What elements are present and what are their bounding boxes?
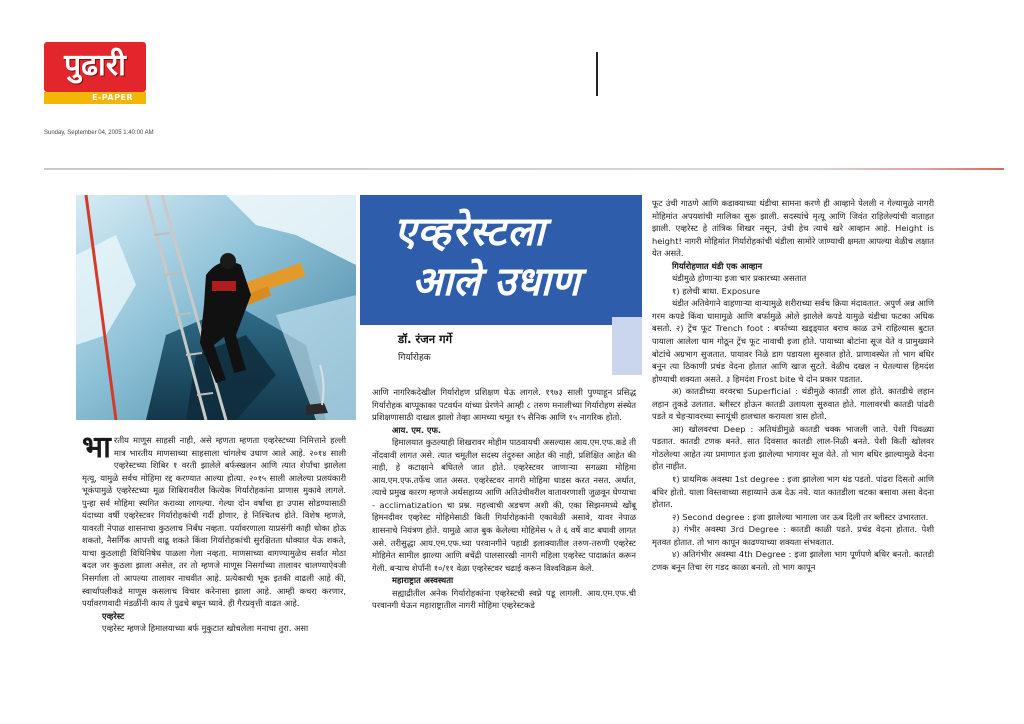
dateline: Sunday, September 04, 2005 1:40:00 AM (44, 130, 154, 136)
article-column-1 (82, 430, 346, 635)
masthead-edition: E-PAPER (92, 93, 134, 102)
subheading: महाराष्ट्रात अस्वस्थता (392, 575, 454, 586)
article-title-banner (360, 195, 642, 375)
masthead-logo[interactable] (44, 42, 146, 104)
article-photo (76, 195, 356, 420)
subheading: आय. एम. एफ. (392, 424, 442, 435)
article-author: डॉ. रंजन गर्गे (398, 332, 453, 346)
header-rule (44, 168, 1004, 170)
subheading: एव्हरेस्ट (102, 610, 125, 621)
subheading: गिर्यारोहणात थंडी एक आव्हान (672, 260, 763, 271)
paragraph: थंडीत अतिवेगाने वाहणाऱ्या वाऱ्यामुळे शरीराच्या सर्वच क्रिया मंदावतात. अपुर्ण अन्न आणि गरम कपडे किंवा घामामुळे आणि बर्फामुळे ओले झालेले कपडे यामुळे थंडीचा फटका अधिक बसतो. २) ट्रेंच फूट Trench foot : बर्फाच्या खड्ड्यात बराच काळ उभे राहिल्यास बुटात पायाला आलेला घाम गोठून ट्रेंच फूट नावाची इजा होते. पायाच्या बोटांना सूज येते व प्रामुख्याने बोटांचे अग्रभाग सुजतात. पायावर निळे डाग पडायला सुरुवात होते. प्राणावस्थेत तो भाग बधिर बनून त्या ठिकाणी प्रचंड वेदना होतात आणि खाज सुटते. वेळीच दखल न घेतल्यास हिमदंश होण्याची शक्यता असते. ३ हिमदंश Frost bite चे दोन प्रकार पडतात. (652, 298, 934, 384)
article-title-line1: एव्हरेस्टला (394, 209, 546, 255)
drop-cap: भा (82, 430, 111, 465)
author-role: गिर्यारोहक (398, 353, 431, 363)
header-divider (596, 52, 598, 96)
paragraph: आणि नागरिकदेखील गिर्यारोहण प्रशिक्षण घेऊ लागले. १९७३ साली पुण्याहून प्रसिद्ध गिर्यारोहक बाप्पूकाका पटवर्धन यांच्या प्रेरणेने आम्ही ८ तरुण मनालीच्या गिर्यारोहण संस्थेत प्रशिक्षणासाठी दाखल झालो तेव्हा आमच्या चमूत १५ सैनिक आणि १५ नागरिक होतो. (372, 387, 636, 423)
paragraph: अ) कातडीच्या वरवरचा Superficial : थंडीमुळे कातडी लाल होते. कातडीचे लहान लहान तुकडे उलतात. ब्लीस्टर होऊन कातडी उलायला सुरुवात होते. गालावरची कातडी पांढरी पडते व चेहऱ्यावरच्या स्नायूंची हालचाल करायला त्रास होतो. (652, 386, 934, 422)
article-title-line2: आले उधाण (412, 259, 580, 305)
paragraph-text: रतीय माणूस साहसी नाही, असे म्हणता म्हणता एव्हरेस्टच्या निमित्ताने हल्ली मात्र भारतीय माणसाच्या साहसाला चांगलेच उधाण आले आहे. २०१४ साली एव्हरेस्टच्या शिबिर १ वरती झालेले बर्फस्खलन आणि त्यात शेर्पांचा झालेला मृत्यू, यामुळे सर्वच मोहिमा रद्द करण्यात आल्या होत्या. २०१५ साली आलेल्या प्रलयंकारी भूकंपामुळे एव्हरेस्टच्या मूळ शिबिरावरील कित्येक गिर्यारोहकांना प्राणास मुकावे लागले. पुन्हा सर्व मोहिमा स्थगित कराव्या लागल्या. गेल्या दोन वर्षांचा हा उपास सोडण्यासाठी यंदाच्या वर्षी एव्हरेस्टवर गिर्यारोहकांची गर्दी होणार, हे निश्चितच होते. विशेष म्हणजे, यावरती नेपाळ शासनाचा कुठलाच निर्बंध नव्हता. पर्यावरणाला याप्रसंगी काही धोका होऊ शकतो, नैसर्गिक आपत्ती वाढू शकते किंवा गिर्यारोहकांची सुरक्षितता धोक्यात येऊ शकते, याचा कुठलाही विधिनिषेध पाळला गेला नव्हता. माणसाच्या वागण्यामुळेच सर्वात मोठा बदल जर कुठला झाला असेल, तर तो म्हणजे माणूस निसर्गाच्या तालावर चालण्याऐवजी निसर्गाला तो आपल्या तालावर नाचवीत आहे. प्रत्येकाची भूक इतकी वाढली आहे की, स्वार्थापलीकडे माणूस कसलाच विचार करेनासा झाला आहे. आम्ही कचरा करणार, पर्यावरणवादी मंडळींनी काय ते पुढचे बघून घ्यावे. ही गैरप्रवृत्ती वाढत आहे. (82, 435, 346, 609)
paragraph: थंडीमुळे होणाऱ्या इजा चार प्रकारच्या असतात (672, 273, 807, 284)
climber-crevasse-image (76, 195, 356, 420)
article-column-2 (372, 386, 636, 612)
paragraph: फूट उंची गाठणे आणि कडाक्याच्या थंडीचा सामना करणे ही आव्हाने पेलली न गेल्यामुळे नागरी मोहिमांत अपयशांची मालिका सुरू झाली. सदस्यांचे मृत्यू आणि जिवंत राहिलेल्यांची वाताहत झाली. एव्हरेस्ट हे तांत्रिक शिखर नसून, उंची हेच त्याचे खरे आव्हान आहे. Height is height! नागरी मोहिमांत गिर्यारोहकांची थंडीला सामोरे जाण्याची क्षमता आपल्या वेळीच लक्षात येत असते. (652, 198, 934, 259)
paragraph: १) प्राथमिक अवस्था 1st degree : इजा झालेला भाग थंड पडतो. पांढरा दिसतो आणि बधिर होतो. याला विस्तवाच्या सहाय्याने ऊब देऊ नये. यात कातडीला चटका बसावा असा वेदना होतात. (652, 474, 934, 510)
paragraph: एव्हरेस्ट म्हणजे हिमालयाच्या बर्फ मुकुटात खोचलेला मनाचा तुरा. असा (102, 623, 309, 634)
paragraph: ४) अतिगंभीर अवस्था 4th Degree : इजा झालेला भाग पूर्णपणे बधिर बनतो. कातडी टणक बनून तिचा रंग गडद काळा बनतो. तो भाग कापून (652, 549, 934, 572)
masthead-name: पुढारी (64, 48, 126, 83)
paragraph (82, 430, 346, 610)
article-column-3 (652, 197, 934, 573)
paragraph: २) Second degree : इजा झालेल्या भागाला जर ऊब दिली तर ब्लीस्टर उभारतात. (672, 511, 929, 522)
paragraph: आ) खोलवरचा Deep : अतिथंडीमुळे कातडी चक्क भाजली जाते. पेशी पिवळ्या पडतात. कातडी टणक बनते. सात दिवसात कातडी लाल-निळी बनते. पेशी किती खोलवर गोठलेल्या आहेत त्या प्रमाणात इजा झालेल्या भागावर सूज येते. तो भाग बधिर झाल्यामुळे वेदना होत नाहीत. (652, 423, 934, 472)
paragraph: ३) गंभीर अवस्था 3rd Degree : कातडी काळी पडते. प्रचंड वेदना होतात. पेशी मृतवत होतात. तो भाग कापून काढण्याच्या शक्यता संभवतात. (652, 524, 934, 547)
paragraph: हिमालयात कुठल्याही शिखरावर मोहीम पाठवायची असल्यास आय.एम.एफ.कडे ती नोंदवावी लागत असे. त्यात चमूतील सदस्य तंदुरुस्त आहेत की नाही, प्रशिक्षित आहेत की नाही, हे कटाक्षाने बघितले जात होते. एव्हरेस्टवर जाणाऱ्या सगळ्या मोहिमा आय.एम.एफ.तर्फेच जात असत. एव्हरेस्टवर नागरी मोहिमा धाडस करत नसत. अर्थात, त्याचे प्रमुख कारण म्हणजे अर्थसहाय्य आणि अतिउंचीवरील वातावरणाशी जुळवून घेण्याचा - acclimatization चा प्रश्न. महत्त्वाची अडचण अशी की, एका सिझनमध्ये खोंबू हिमनदीवर एव्हरेस्ट मोहिमेसाठी किती गिर्यारोहकांनी एकावेळी असावे, यावर नेपाळ शासनाचे नियंत्रण होते. यामुळे आज बुक केलेल्या मोहिमेस ५ ते ६ वर्षे वाट बघावी लागत असे. तरीसुद्धा आय.एम.एफ.च्या परवानगीने पहाडी इलाक्यातील तरुण-तरुणी एव्हरेस्ट मोहिमेत सामील झाल्या आणि बचेंद्री पालसारखी नागरी महिला एव्हरेस्ट पादाक्रांत करून गेली. बऱ्याच शेर्पांनी १०/११ वेळा एव्हरेस्टवर चढाई करून विश्वविक्रम केले. (372, 437, 636, 573)
title-shade (612, 317, 642, 375)
paragraph: १) हलेची बाधा. Exposure (672, 285, 761, 296)
paragraph: सह्याद्रीतील अनेक गिर्यारोहकांना एव्हरेस्टची स्वप्ने पडू लागली. आय.एम.एफ.ची परवानगी घेऊन महाराष्ट्रातील नागरी मोहिमा एव्हरेस्टकडे (372, 587, 636, 611)
